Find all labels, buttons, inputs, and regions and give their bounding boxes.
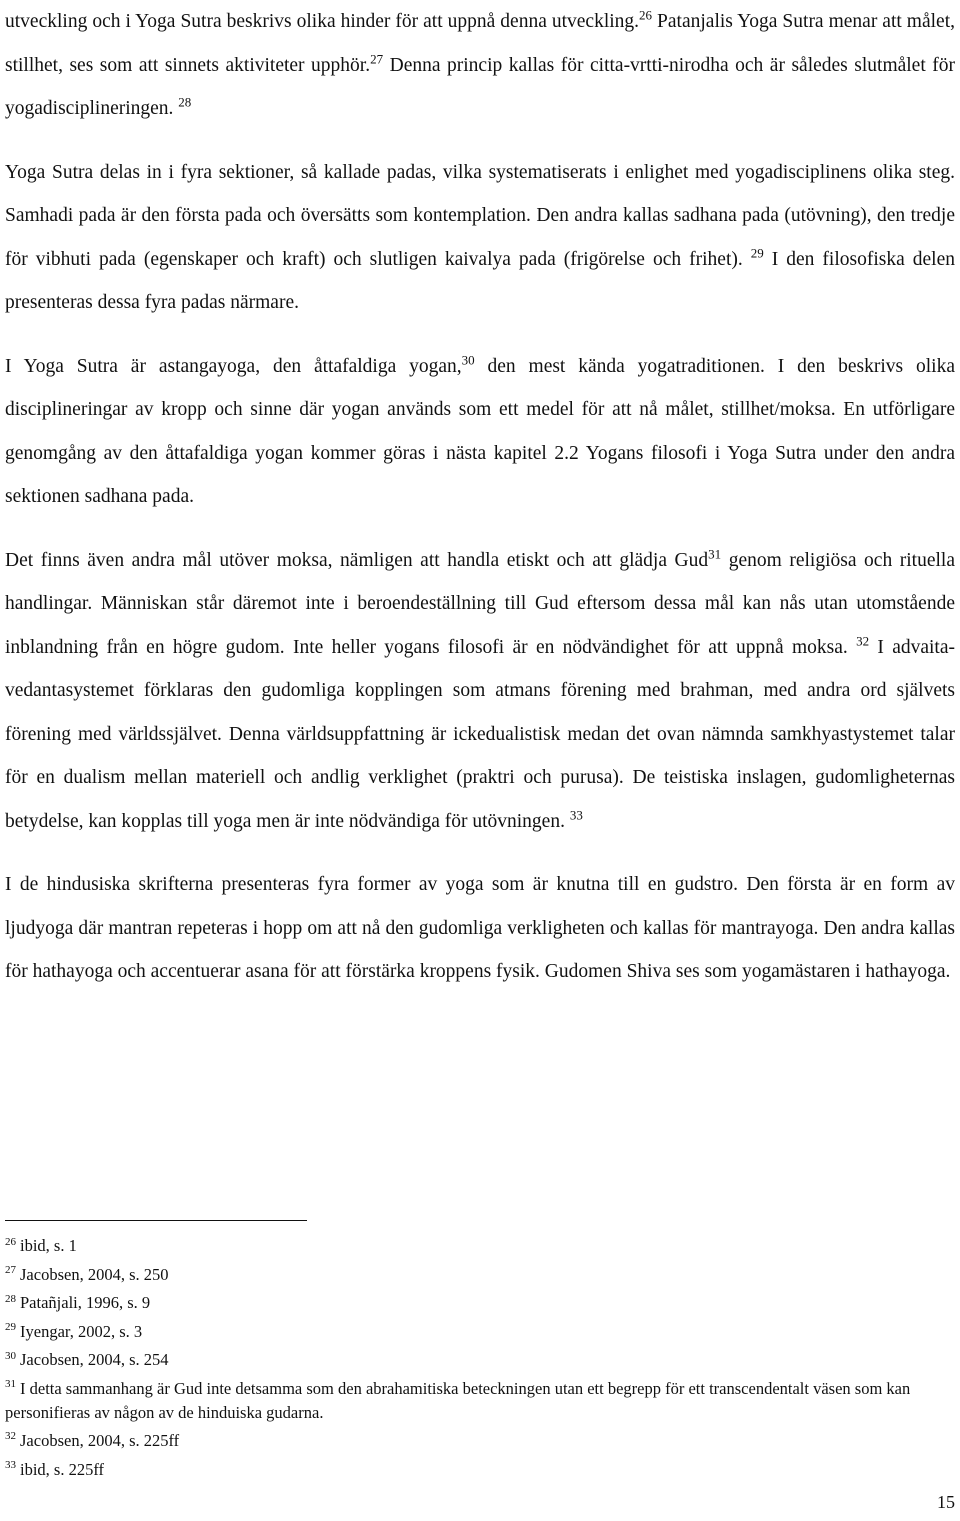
footnote [5, 1456, 955, 1485]
text-run: Yoga Sutra delas in i fyra sektioner, så kallade padas, vilka systematiserats i enlighet med yogadisciplinens olika steg. Samhadi pada är den första pada och översätts som kontemplation. Den andra kallas sadhana pada (utövning), den tredje för vibhuti pada (egenskaper och kraft) och slutligen kaivalya pada (frigörelse och frihet). [5, 161, 955, 270]
footnote-text: Iyengar, 2002, s. 3 [20, 1321, 143, 1341]
body-text [5, 0, 955, 994]
paragraph [5, 539, 955, 844]
text-run: genom religiösa och rituella handlingar. Människan står däremot inte i beroendeställning till Gud eftersom dessa mål kan nås utan utomstående inblandning från en högre gudom. Inte heller yogans filosofi är en nödvändighet för att uppnå moksa. [5, 549, 955, 658]
footnote-reference[interactable]: 32 [856, 633, 870, 648]
footnote [5, 1289, 955, 1318]
footnote [5, 1427, 955, 1456]
footnote-reference[interactable]: 28 [178, 94, 192, 110]
footnote-text: ibid, s. 225ff [20, 1459, 105, 1479]
page-number: 15 [937, 1492, 955, 1512]
text-run: I den filosofiska delen presenteras dessa fyra padas närmare. [5, 248, 955, 313]
footnote-reference[interactable]: 29 [750, 245, 764, 260]
footnote-reference[interactable]: 26 [639, 7, 653, 23]
footnote-number: 32 [5, 1430, 16, 1443]
footnote-number: 30 [5, 1349, 16, 1362]
footnote-reference[interactable]: 30 [461, 352, 475, 367]
text-run: I Yoga Sutra är astangayoga, den åttafaldiga yogan, [5, 355, 462, 377]
footnote-number: 31 [5, 1378, 16, 1391]
footnote-text: ibid, s. 1 [20, 1236, 77, 1255]
footnote [5, 1261, 955, 1290]
footnote-number: 26 [5, 1235, 16, 1248]
footnote-text: Jacobsen, 2004, s. 254 [20, 1350, 169, 1370]
footnote [5, 1232, 955, 1261]
text-run: Patanjalis Yoga Sutra menar att målet, stillhet, ses som att sinnets aktiviteter upphör. [5, 11, 955, 76]
paragraph [5, 863, 955, 994]
footnote-number: 27 [5, 1264, 16, 1277]
text-run: utveckling och i Yoga Sutra beskrivs olika hinder för att uppnå denna utveckling. [5, 11, 640, 32]
text-run: I advaita-vedantasystemet förklaras den gudomliga kopplingen som atmans förening med brahman, med andra ord självets förening med världssjälvet. Denna världsuppfattning är ickedualistisk medan det ovan nämnda samkhyastystemet talar för en dualism mellan materiell och andlig verklighet (praktri och purusa). De teistiska inslagen, gudomligheternas betydelse, kan kopplas till yoga men är inte nödvändiga för utövningen. [5, 636, 955, 832]
paragraph [5, 0, 955, 131]
text-run: Det finns även andra mål utöver moksa, nämligen att handla etiskt och att glädja Gud [5, 549, 709, 571]
footnote [5, 1346, 955, 1375]
footnote-separator [5, 1220, 307, 1221]
text-run: Denna princip kallas för citta-vrtti-nirodha och är således slutmålet för yogadisciplineringen. [5, 54, 955, 119]
footnotes [5, 1232, 955, 1484]
footnote-text: Jacobsen, 2004, s. 250 [20, 1264, 169, 1284]
footnote-number: 28 [5, 1292, 16, 1305]
footnote [5, 1318, 955, 1347]
footnote-number: 33 [5, 1459, 16, 1472]
footnote-text: Jacobsen, 2004, s. 225ff [20, 1430, 180, 1450]
footnote-text: I detta sammanhang är Gud inte detsamma som den abrahamitiska beteckningen utan ett begrepp för ett transcendentalt väsen som kan personifieras av någon av de hinduiska gudarna. [5, 1378, 911, 1422]
paragraph [5, 345, 955, 519]
footnote-text: Patañjali, 1996, s. 9 [20, 1293, 151, 1313]
footnote-reference[interactable]: 31 [708, 546, 722, 561]
footnote-reference[interactable]: 27 [370, 51, 384, 66]
text-run: den mest kända yogatraditionen. I den beskrivs olika disciplineringar av kropp och sinne där yogan används som ett medel för att nå målet, stillhet/moksa. En utförligare genomgång av den åttafaldiga yogan kommer göras i nästa kapitel 2.2 Yogans filosofi i Yoga Sutra under den andra sektionen sadhana pada. [5, 355, 955, 507]
footnote-reference[interactable]: 33 [569, 807, 583, 822]
footnote [5, 1377, 955, 1425]
footnote-number: 29 [5, 1321, 16, 1334]
text-run: I de hindusiska skrifterna presenteras fyra former av yoga som är knutna till en gudstro. Den första är en form av ljudyoga där mantran repeteras i hopp om att nå den gudomliga verkligheten och kallas för mantrayoga. Den andra kallas för hathayoga och accentuerar asana för att förstärka kroppens fysik. Gudomen Shiva ses som yogamästaren i hathayoga. [5, 874, 955, 982]
paragraph [5, 151, 955, 325]
